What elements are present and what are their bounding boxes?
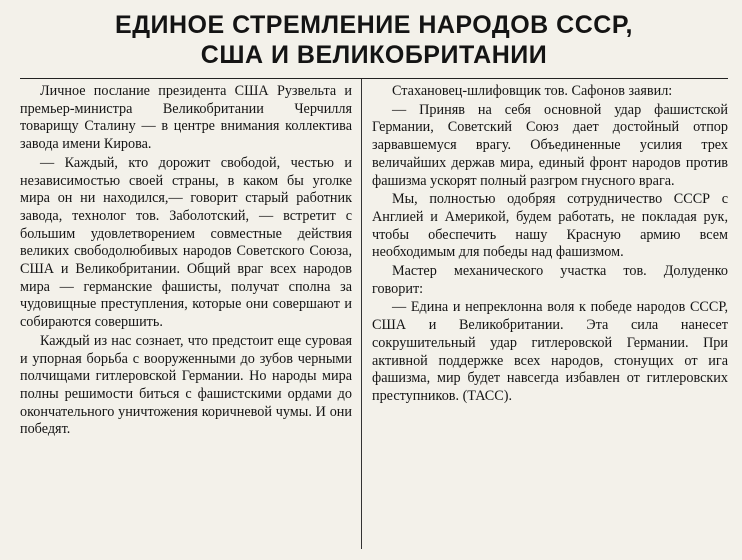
- headline-line-2: США И ВЕЛИКОБРИТАНИИ: [200, 41, 548, 69]
- paragraph: Мы, полностью одобряя сотрудничество СССР с Англией и Америкой, будем работать, не покладая рук, чтобы обеспечить нашу Красную армию всем необходимым для победы над фашизмом.: [372, 191, 728, 261]
- left-column: [20, 79, 361, 549]
- headline-line-1: ЕДИНОЕ СТРЕМЛЕНИЕ НАРОДОВ СССР,: [115, 11, 633, 39]
- paragraph: — Каждый, кто дорожит свободой, честью и независимостью своей страны, в каком бы уголке мира он ни находился,— говорит старый работник завода, технолог тов. Заболотский, — встретит с большим удовлетворением совместные действия великих свободолюбивых народов Советского Союза, США и Великобритании. Общий враг всех народов мира — германские фашисты, получат сполна за чудовищные преступления, которые они совершают и собираются совершить.: [20, 154, 352, 331]
- right-column: [361, 79, 728, 549]
- paragraph: Мастер механического участка тов. Долуденко говорит:: [372, 263, 728, 297]
- paragraph: Стахановец-шлифовщик тов. Сафонов заявил:: [392, 83, 673, 99]
- article-headline: [20, 10, 728, 70]
- article-body: [20, 79, 728, 549]
- paragraph: — Едина и непреклонна воля к победе народов СССР, США и Великобритании. Эта сила нанесет сокрушительный удар гитлеровской Германии. При активной поддержке всех народов, стонущих от ига фашизма, мир будет навсегда избавлен от гитлеровских преступников. (ТАСС).: [372, 299, 728, 404]
- paragraph: — Приняв на себя основной удар фашистской Германии, Советский Союз дает достойный отпор зарвавшемуся врагу. Объединенные усилия трех величайших держав мира, единый фронт народов против фашизма ускорят полный разгром гнусного врага.: [372, 101, 728, 189]
- paragraph: Каждый из нас сознает, что предстоит еще суровая и упорная борьба с вооруженными до зубов черными полчищами гитлеровской Германии. Но народы мира полны решимости биться с фашистскими ордами до окончательного уничтожения коричневой чумы. И они победят.: [20, 332, 352, 438]
- paragraph: Личное послание президента США Рузвельта и премьер-министра Великобритании Черчилля товарищу Сталину — в центре внимания коллектива завода имени Кирова.: [20, 83, 352, 153]
